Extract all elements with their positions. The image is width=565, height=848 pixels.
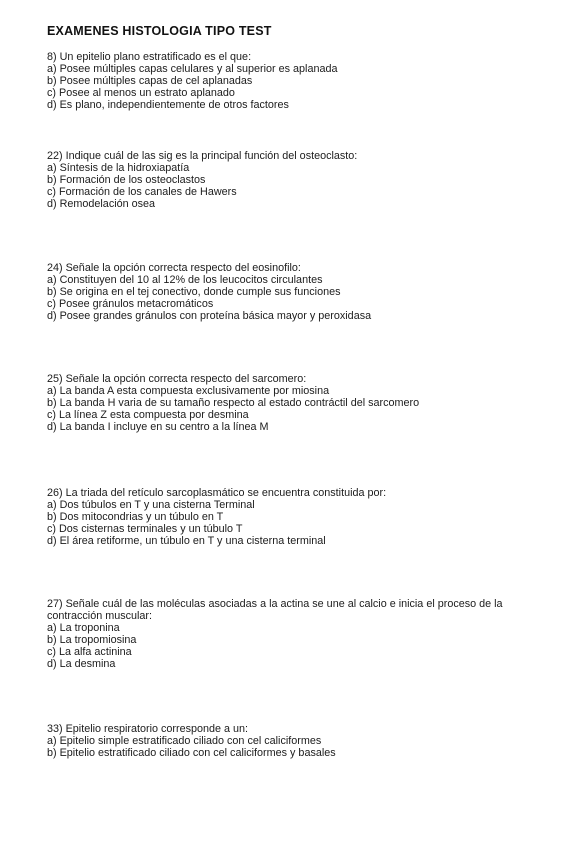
question-text: 8) Un epitelio plano estratificado es el que:: [47, 51, 252, 63]
question-text: 27) Señale cuál de las moléculas asociadas a la actina se une al calcio e inicia el proceso de la contracción muscular:: [47, 598, 503, 623]
answer-option-c: c) La línea Z esta compuesta por desmina: [47, 409, 249, 422]
document-title: EXAMENES HISTOLOGIA TIPO TEST: [47, 24, 272, 38]
question-text: 24) Señale la opción correcta respecto del eosinofilo:: [47, 262, 301, 274]
question-text: 25) Señale la opción correcta respecto del sarcomero:: [47, 373, 307, 385]
answer-option-c: c) Dos cisternas terminales y un túbulo T: [47, 523, 243, 536]
answer-option-b: b) Formación de los osteoclastos: [47, 174, 206, 187]
question-22: [47, 150, 547, 210]
question-26: [47, 487, 547, 547]
answer-option-d: d) La banda I incluye en su centro a la línea M: [47, 421, 269, 434]
answer-option-a: a) La troponina: [47, 622, 120, 635]
question-text: 26) La triada del retículo sarcoplasmático se encuentra constituida por:: [47, 487, 387, 499]
answer-option-b: b) Epitelio estratificado ciliado con cel caliciformes y basales: [47, 747, 336, 760]
answer-option-a: a) Constituyen del 10 al 12% de los leucocitos circulantes: [47, 274, 323, 287]
answer-option-a: a) Epitelio simple estratificado ciliado con cel caliciformes: [47, 735, 322, 748]
question-text: 33) Epitelio respiratorio corresponde a un:: [47, 723, 249, 735]
question-25: [47, 373, 547, 433]
answer-option-b: b) La banda H varia de su tamaño respecto al estado contráctil del sarcomero: [47, 397, 420, 410]
answer-option-a: a) La banda A esta compuesta exclusivamente por miosina: [47, 385, 330, 398]
answer-option-d: d) El área retiforme, un túbulo en T y una cisterna terminal: [47, 535, 326, 548]
answer-option-c: c) La alfa actinina: [47, 646, 132, 659]
answer-option-b: b) La tropomiosina: [47, 634, 137, 647]
answer-option-c: c) Posee al menos un estrato aplanado: [47, 87, 235, 100]
answer-option-d: d) La desmina: [47, 658, 116, 671]
answer-option-a: a) Posee múltiples capas celulares y al superior es aplanada: [47, 63, 338, 76]
answer-option-b: b) Posee múltiples capas de cel aplanadas: [47, 75, 253, 88]
question-33: [47, 723, 547, 759]
answer-option-d: d) Remodelación osea: [47, 198, 156, 211]
answer-option-b: b) Se origina en el tej conectivo, donde cumple sus funciones: [47, 286, 341, 299]
answer-option-a: a) Síntesis de la hidroxiapatía: [47, 162, 190, 175]
answer-option-d: d) Posee grandes gránulos con proteína básica mayor y peroxidasa: [47, 310, 372, 323]
answer-option-a: a) Dos túbulos en T y una cisterna Terminal: [47, 499, 255, 512]
answer-option-c: c) Posee gránulos metacromáticos: [47, 298, 214, 311]
question-8: [47, 51, 547, 111]
answer-option-d: d) Es plano, independientemente de otros factores: [47, 99, 289, 112]
answer-option-b: b) Dos mitocondrias y un túbulo en T: [47, 511, 224, 524]
question-text: 22) Indique cuál de las sig es la principal función del osteoclasto:: [47, 150, 358, 162]
question-27: [47, 598, 547, 671]
answer-option-c: c) Formación de los canales de Hawers: [47, 186, 237, 199]
question-24: [47, 262, 547, 322]
